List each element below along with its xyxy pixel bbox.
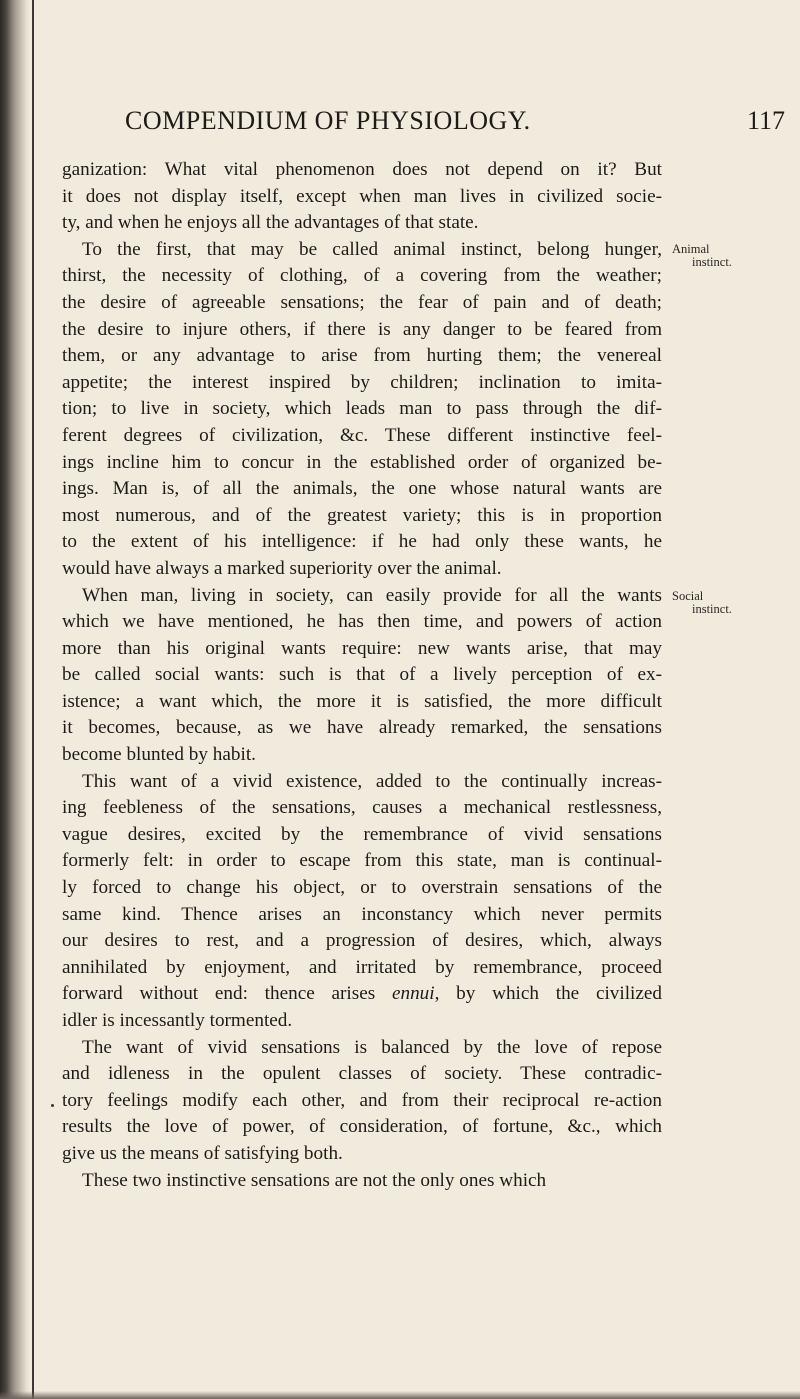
text-segment: forward without end: thence arises <box>62 983 376 1005</box>
margin-note-line: instinct. <box>692 602 732 616</box>
text-line: appetite; the interest inspired by children; inclination to imita- <box>62 371 662 393</box>
page-number: 117 <box>746 106 785 135</box>
text-line: become blunted by habit. <box>62 744 256 766</box>
text-line <box>62 981 662 1008</box>
margin-note-social-instinct <box>672 590 747 616</box>
text-line: ing feebleness of the sensations, causes a mechanical restlessness, <box>62 797 662 819</box>
text-line: The want of vivid sensations is balanced by the love of repose <box>82 1036 662 1058</box>
text-line: To the first, that may be called animal instinct, belong hunger, <box>82 238 662 260</box>
ink-speck <box>51 1104 54 1107</box>
text-line: formerly felt: in order to escape from this state, man is continual- <box>62 850 662 872</box>
text-line: more than his original wants require: new wants arise, that may <box>62 637 662 659</box>
margin-note-animal-instinct <box>672 243 747 269</box>
text-line: When man, living in society, can easily provide for all the wants <box>82 584 662 606</box>
text-line: ty, and when he enjoys all the advantages of that state. <box>62 212 479 234</box>
text-line: idler is incessantly tormented. <box>62 1010 293 1031</box>
text-line: same kind. Thence arises an inconstancy which never permits <box>62 903 662 925</box>
margin-note-line: Animal <box>672 242 710 256</box>
text-line: tory feelings modify each other, and from their reciprocal re-action <box>62 1089 662 1111</box>
text-line: it becomes, because, as we have already remarked, the sensations <box>62 717 662 739</box>
italic-term-ennui: ennui <box>391 983 435 1005</box>
text-segment: , by which the civilized <box>434 983 662 1005</box>
margin-note-line: instinct. <box>692 255 732 269</box>
text-line: which we have mentioned, he has then time, and powers of action <box>62 611 662 633</box>
page-edge-line <box>32 0 34 1399</box>
text-line: the desire to injure others, if there is any danger to be feared from <box>62 318 662 340</box>
text-line: it does not display itself, except when man lives in civilized socie- <box>62 185 662 207</box>
text-line: annihilated by enjoyment, and irritated by remembrance, proceed <box>62 956 662 978</box>
text-line: ganization: What vital phenomenon does not depend on it? But <box>62 159 662 180</box>
text-line: be called social wants: such is that of a lively perception of ex- <box>62 664 662 686</box>
text-line: This want of a vivid existence, added to the continually increas- <box>82 770 662 792</box>
body-text <box>62 157 662 1194</box>
text-line: thirst, the necessity of clothing, of a covering from the weather; <box>62 265 662 287</box>
text-line: ings incline him to concur in the established order of organized be- <box>62 451 662 473</box>
text-line: our desires to rest, and a progression of desires, which, always <box>62 930 662 952</box>
margin-note-line: Social <box>672 589 704 603</box>
text-line: to the extent of his intelligence: if he had only these wants, he <box>62 531 662 553</box>
page-gutter-shadow <box>0 0 30 1399</box>
page-bottom-shadow <box>0 1391 800 1399</box>
text-line: would have always a marked superiority over the animal. <box>62 557 502 579</box>
text-line: and idleness in the opulent classes of society. These contradic- <box>62 1063 662 1085</box>
text-line: most numerous, and of the greatest variety; this is in proportion <box>62 504 662 526</box>
text-line: results the love of power, of consideration, of fortune, &c., which <box>62 1116 662 1138</box>
text-line: vague desires, excited by the remembrance of vivid sensations <box>62 823 662 845</box>
header-title: COMPENDIUM OF PHYSIOLOGY. <box>125 106 531 135</box>
text-line: istence; a want which, the more it is satisfied, the more difficult <box>62 690 662 712</box>
text-line: ings. Man is, of all the animals, the one whose natural wants are <box>62 478 662 500</box>
text-line: ferent degrees of civilization, &c. These different instinctive feel- <box>62 424 662 446</box>
text-line: These two instinctive sensations are not the only ones which <box>82 1169 547 1191</box>
text-line: tion; to live in society, which leads man to pass through the dif- <box>62 398 662 420</box>
text-line: ly forced to change his object, or to overstrain sensations of the <box>62 877 662 899</box>
text-line: give us the means of satisfying both. <box>62 1142 343 1164</box>
text-line: them, or any advantage to arise from hurting them; the venereal <box>62 345 662 367</box>
running-head <box>125 106 785 136</box>
text-line: the desire of agreeable sensations; the fear of pain and of death; <box>62 291 662 313</box>
